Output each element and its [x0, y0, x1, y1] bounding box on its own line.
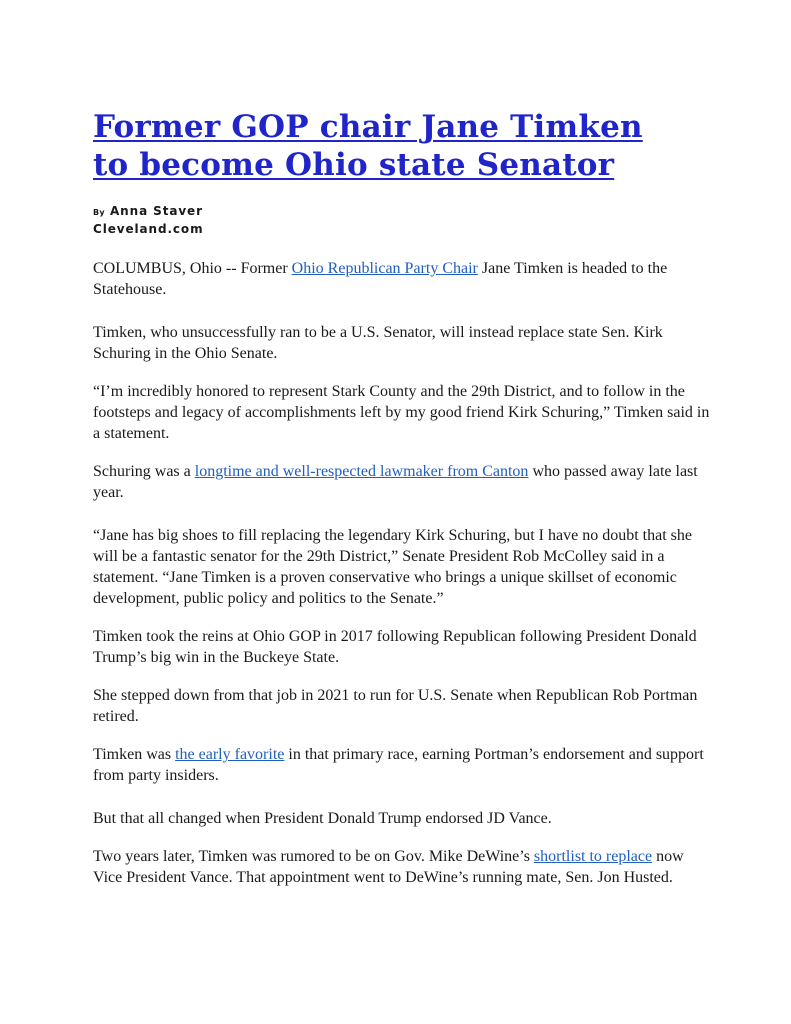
paragraph-text: who passed away late last year.: [93, 463, 698, 501]
link-longtime-lawmaker[interactable]: longtime and well-respected lawmaker from Canton: [194, 463, 529, 480]
link-shortlist-to-replace[interactable]: shortlist to replace: [533, 848, 653, 865]
paragraph-2: Timken, who unsuccessfully ran to be a U.S. Senator, will instead replace state Sen. Kirk Schuring in the Ohio Senate.: [93, 324, 663, 362]
paragraph-text: Schuring was a: [93, 463, 195, 480]
author-name: Anna Staver: [110, 204, 203, 218]
publication-name: Cleveland.com: [93, 222, 204, 236]
article-body: [93, 258, 713, 888]
headline: [93, 108, 713, 184]
paragraph-text: now Vice President Vance. That appointment went to DeWine’s running mate, Sen. Jon Husted.: [93, 848, 684, 886]
byline: [93, 203, 713, 238]
paragraph-7: She stepped down from that job in 2021 to run for U.S. Senate when Republican Rob Portman retired.: [93, 687, 698, 725]
paragraph-5: “Jane has big shoes to fill replacing the legendary Kirk Schuring, but I have no doubt that she will be a fantastic senator for the 29th District,” Senate President Rob McColley said in a statement. “Jane Timken is a proven conservative who brings a unique skillset of economic development, public policy and politics to the Senate.”: [93, 527, 692, 607]
paragraph-text: COLUMBUS, Ohio -- Former: [93, 260, 292, 277]
paragraph-10: [93, 846, 713, 888]
link-early-favorite[interactable]: the early favorite: [175, 746, 285, 763]
paragraph-text: Timken was: [93, 746, 176, 763]
paragraph-1: [93, 258, 713, 300]
paragraph-9: But that all changed when President Donald Trump endorsed JD Vance.: [93, 810, 552, 827]
headline-line-1: Former GOP chair Jane Timken: [93, 109, 643, 145]
paragraph-8: [93, 744, 713, 786]
link-ohio-republican-party-chair[interactable]: Ohio Republican Party Chair: [291, 260, 478, 277]
byline-prefix: By: [93, 208, 105, 217]
paragraph-4: [93, 461, 713, 503]
paragraph-text: Two years later, Timken was rumored to be on Gov. Mike DeWine’s: [93, 848, 534, 865]
paragraph-text: in that primary race, earning Portman’s endorsement and support from party insiders.: [93, 746, 704, 784]
headline-link[interactable]: [93, 109, 643, 183]
article: [93, 108, 713, 905]
headline-line-2: to become Ohio state Senator: [93, 147, 615, 183]
paragraph-3: “I’m incredibly honored to represent Stark County and the 29th District, and to follow in the footsteps and legacy of accomplishments left by my good friend Kirk Schuring,” Timken said in a statement.: [93, 383, 710, 442]
paragraph-text: Jane Timken is headed to the Statehouse.: [93, 260, 668, 298]
paragraph-6: Timken took the reins at Ohio GOP in 2017 following Republican following President Donald Trump’s big win in the Buckeye State.: [93, 628, 697, 666]
